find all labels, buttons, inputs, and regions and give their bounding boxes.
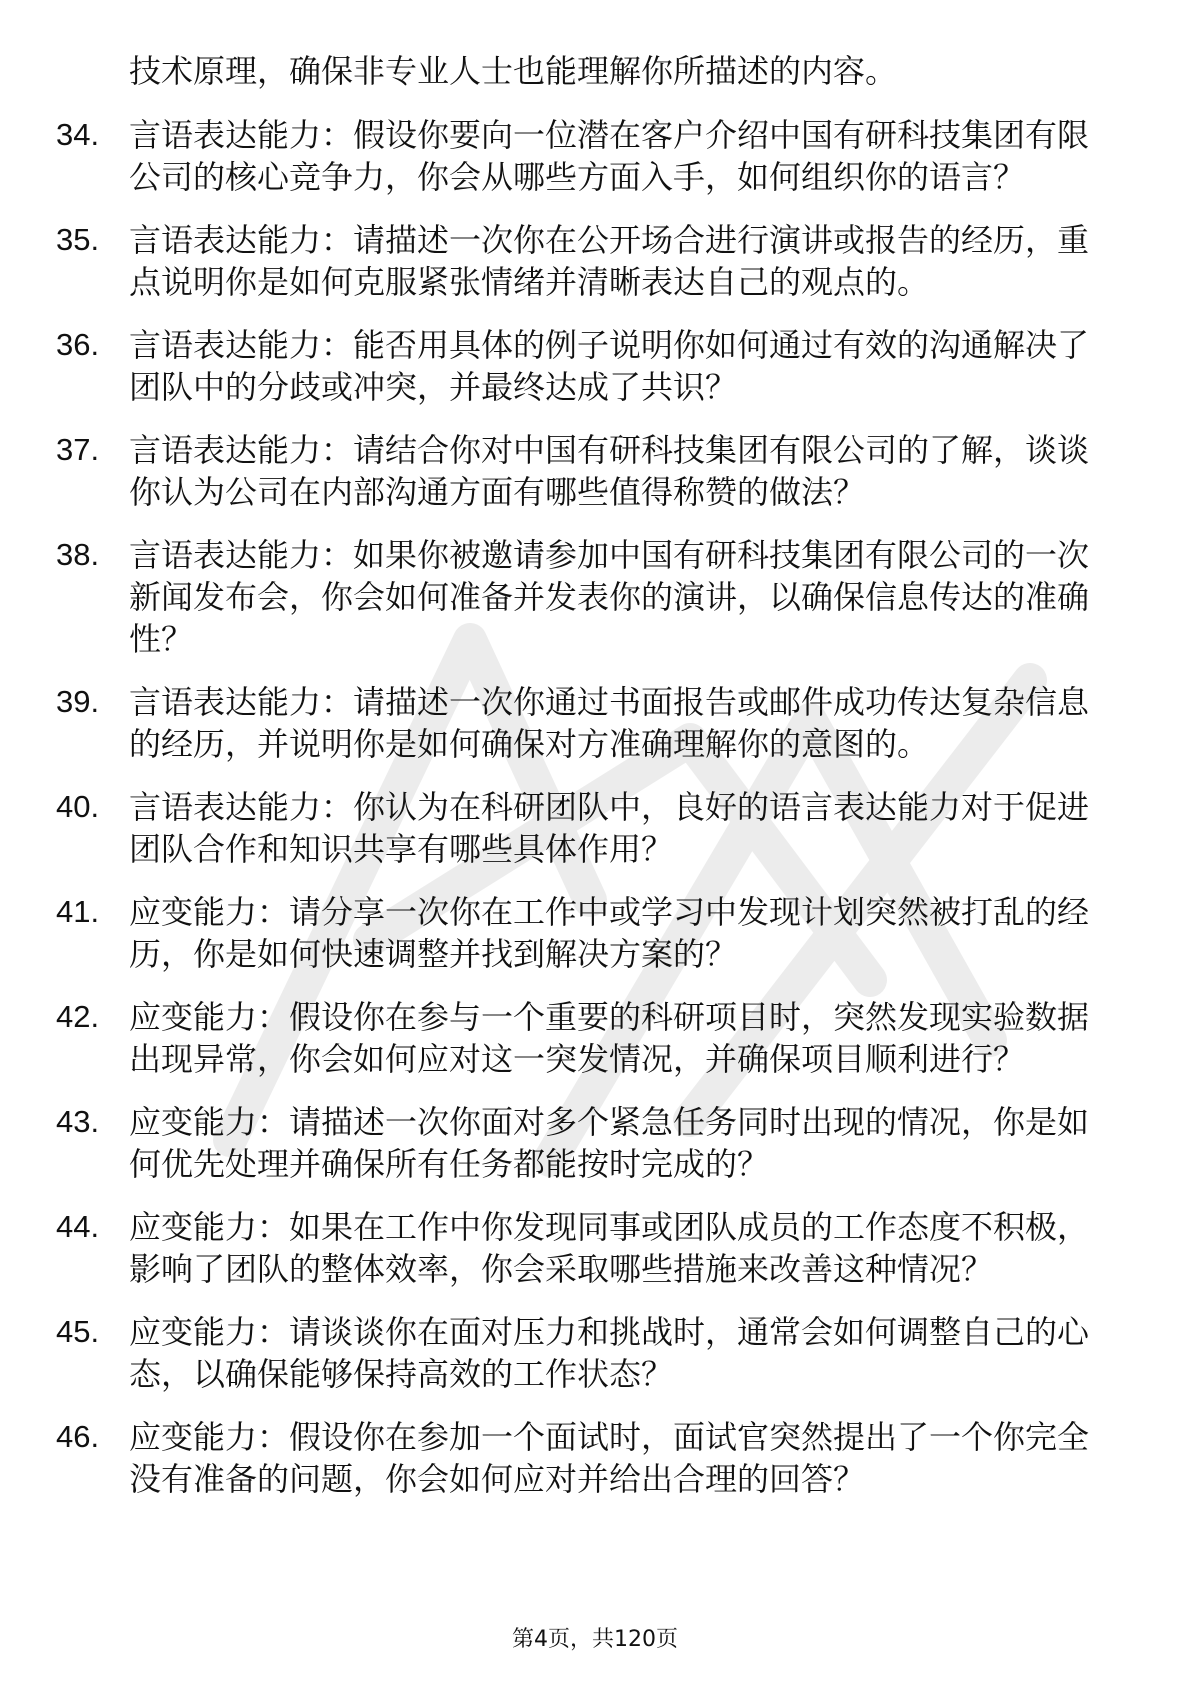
question-number: 39.: [56, 684, 100, 719]
question-list: [0, 114, 1190, 1521]
question-text: 言语表达能力：请描述一次你通过书面报告或邮件成功传达复杂信息的经历，并说明你是如何确保对方准确理解你的意图的。: [129, 683, 1090, 763]
question-text: 言语表达能力：假设你要向一位潜在客户介绍中国有研科技集团有限公司的核心竞争力，你会从哪些方面入手，如何组织你的语言？: [129, 116, 1090, 196]
question-number: 44.: [56, 1209, 100, 1244]
question-item: [0, 534, 1119, 660]
question-item: [0, 1101, 1119, 1185]
question-number: 46.: [56, 1419, 100, 1454]
question-number: 42.: [56, 999, 100, 1034]
question-number: 38.: [56, 537, 100, 572]
question-text: 应变能力：假设你在参与一个重要的科研项目时，突然发现实验数据出现异常，你会如何应对这一突发情况，并确保项目顺利进行？: [129, 998, 1090, 1078]
question-number: 36.: [56, 327, 100, 362]
question-number: 43.: [56, 1104, 100, 1139]
question-item: [0, 1206, 1119, 1290]
question-text: 言语表达能力：请描述一次你在公开场合进行演讲或报告的经历，重点说明你是如何克服紧张情绪并清晰表达自己的观点的。: [129, 221, 1090, 301]
question-text: 言语表达能力：能否用具体的例子说明你如何通过有效的沟通解决了团队中的分歧或冲突，并最终达成了共识？: [129, 326, 1090, 406]
question-text: 应变能力：如果在工作中你发现同事或团队成员的工作态度不积极，影响了团队的整体效率，你会采取哪些措施来改善这种情况？: [129, 1208, 1090, 1288]
question-item: [0, 1416, 1119, 1500]
question-item: [0, 219, 1119, 303]
question-item: [0, 891, 1119, 975]
question-text: 言语表达能力：请结合你对中国有研科技集团有限公司的了解，谈谈你认为公司在内部沟通方面有哪些值得称赞的做法？: [129, 431, 1090, 511]
question-number: 45.: [56, 1314, 100, 1349]
page-footer: 第4页，共120页: [512, 1627, 678, 1652]
question-number: 34.: [56, 117, 100, 152]
question-text: 应变能力：请谈谈你在面对压力和挑战时，通常会如何调整自己的心态，以确保能够保持高效的工作状态？: [129, 1313, 1090, 1393]
question-text: 应变能力：请描述一次你面对多个紧急任务同时出现的情况，你是如何优先处理并确保所有任务都能按时完成的？: [129, 1103, 1090, 1183]
question-item: [0, 786, 1119, 870]
question-number: 37.: [56, 432, 100, 467]
question-item: [0, 324, 1119, 408]
question-item: [0, 996, 1119, 1080]
question-text: 言语表达能力：如果你被邀请参加中国有研科技集团有限公司的一次新闻发布会，你会如何准备并发表你的演讲，以确保信息传达的准确性？: [129, 536, 1090, 658]
question-text: 言语表达能力：你认为在科研团队中，良好的语言表达能力对于促进团队合作和知识共享有哪些具体作用？: [129, 788, 1090, 868]
question-text: 应变能力：请分享一次你在工作中或学习中发现计划突然被打乱的经历，你是如何快速调整并找到解决方案的？: [129, 893, 1090, 973]
question-item: [0, 114, 1119, 198]
question-number: 40.: [56, 789, 100, 824]
question-item: [0, 681, 1119, 765]
question-text: 应变能力：假设你在参加一个面试时，面试官突然提出了一个你完全没有准备的问题，你会如何应对并给出合理的回答？: [129, 1418, 1090, 1498]
continuation-text: 技术原理，确保非专业人士也能理解你所描述的内容。: [129, 52, 898, 90]
question-item: [0, 1311, 1119, 1395]
question-number: 41.: [56, 894, 100, 929]
question-item: [0, 429, 1119, 513]
question-number: 35.: [56, 222, 100, 257]
